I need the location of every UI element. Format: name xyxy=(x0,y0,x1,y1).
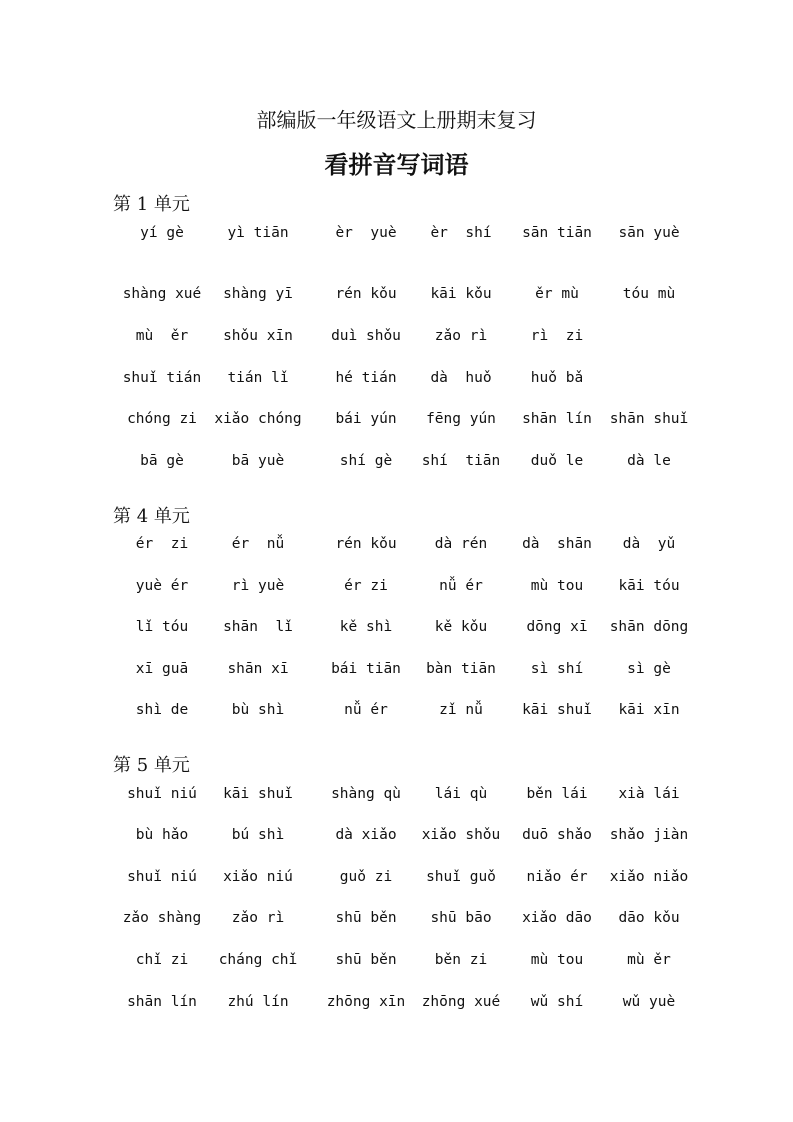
pinyin-word: shǎo jiàn xyxy=(609,827,689,843)
unit-heading: 第 1 单元 xyxy=(113,194,190,215)
pinyin-word: běn zi xyxy=(434,952,488,968)
pinyin-row xyxy=(0,702,793,722)
pinyin-word: zǎo rì xyxy=(231,910,285,926)
pinyin-row xyxy=(0,994,793,1014)
pinyin-word: sān yuè xyxy=(618,225,680,241)
pinyin-row xyxy=(0,536,793,556)
pinyin-word: èr yuè xyxy=(335,225,397,241)
pinyin-word: shàng yī xyxy=(223,286,293,302)
pinyin-word: kāi kǒu xyxy=(430,286,492,302)
pinyin-row xyxy=(0,370,793,390)
pinyin-word: shuǐ guǒ xyxy=(426,869,496,885)
pinyin-word: shān shuǐ xyxy=(609,411,689,427)
pinyin-word: sì gè xyxy=(627,661,671,677)
pinyin-word: xiǎo niǎo xyxy=(609,869,689,885)
pinyin-word: shì de xyxy=(135,702,189,718)
pinyin-word: kāi tóu xyxy=(618,578,680,594)
pinyin-word: shū běn xyxy=(335,910,397,926)
pinyin-word: dà yǔ xyxy=(622,536,676,552)
pinyin-word: nǚ ér xyxy=(439,578,483,594)
pinyin-row xyxy=(0,827,793,847)
pinyin-word: dōng xī xyxy=(526,619,588,635)
pinyin-word: yì tiān xyxy=(227,225,289,241)
pinyin-word: nǚ ér xyxy=(344,702,388,718)
pinyin-word: xī guā xyxy=(135,661,189,677)
pinyin-word: duō shǎo xyxy=(522,827,592,843)
pinyin-word: shū bāo xyxy=(430,910,492,926)
pinyin-word: bái tiān xyxy=(331,661,401,677)
unit-heading: 第 5 单元 xyxy=(113,755,190,776)
pinyin-word: huǒ bǎ xyxy=(530,370,584,386)
pinyin-word: duǒ le xyxy=(530,453,584,469)
pinyin-word: rì zi xyxy=(530,328,584,344)
pinyin-word: zhú lín xyxy=(227,994,289,1010)
pinyin-word: shǒu xīn xyxy=(223,328,293,344)
pinyin-word: yuè ér xyxy=(135,578,189,594)
pinyin-word: dà rén xyxy=(434,536,488,552)
pinyin-word: kāi xīn xyxy=(618,702,680,718)
pinyin-word: shàng xué xyxy=(122,286,202,302)
pinyin-word: shān lín xyxy=(522,411,592,427)
pinyin-word: zǐ nǚ xyxy=(439,702,483,718)
pinyin-word: rén kǒu xyxy=(335,286,397,302)
pinyin-word: ér zi xyxy=(135,536,189,552)
pinyin-word: kāi shuǐ xyxy=(223,786,293,802)
pinyin-word: shuǐ tián xyxy=(122,370,202,386)
pinyin-word: wǔ yuè xyxy=(622,994,676,1010)
pinyin-word: chǐ zi xyxy=(135,952,189,968)
pinyin-word: tián lǐ xyxy=(227,370,289,386)
pinyin-row xyxy=(0,869,793,889)
pinyin-word: ér zi xyxy=(344,578,388,594)
pinyin-word: guǒ zi xyxy=(339,869,393,885)
pinyin-word: shí tiān xyxy=(421,453,501,469)
pinyin-word: xiǎo niú xyxy=(223,869,293,885)
pinyin-word: fēng yún xyxy=(426,411,496,427)
pinyin-row xyxy=(0,910,793,930)
pinyin-word: shān lǐ xyxy=(223,619,293,635)
pinyin-word: wǔ shí xyxy=(530,994,584,1010)
pinyin-row xyxy=(0,578,793,598)
pinyin-word: lái qù xyxy=(434,786,488,802)
pinyin-row xyxy=(0,453,793,473)
pinyin-word: dà shān xyxy=(522,536,592,552)
pinyin-word: zǎo rì xyxy=(434,328,488,344)
pinyin-word: dà xiǎo xyxy=(335,827,397,843)
pinyin-word: sì shí xyxy=(530,661,584,677)
pinyin-word: xià lái xyxy=(618,786,680,802)
pinyin-word: zhōng xīn xyxy=(326,994,406,1010)
pinyin-word: kě shì xyxy=(339,619,393,635)
pinyin-word: bù shì xyxy=(231,702,285,718)
pinyin-word: xiǎo chóng xyxy=(214,411,302,427)
pinyin-word: yí gè xyxy=(140,225,184,241)
pinyin-word: shí gè xyxy=(339,453,393,469)
pinyin-word: niǎo ér xyxy=(526,869,588,885)
pinyin-word: sān tiān xyxy=(522,225,592,241)
pinyin-word: ér nǚ xyxy=(231,536,285,552)
pinyin-word: cháng chǐ xyxy=(218,952,298,968)
unit-heading: 第 4 单元 xyxy=(113,506,190,527)
pinyin-word: shuǐ niú xyxy=(127,786,197,802)
pinyin-word: rén kǒu xyxy=(335,536,397,552)
pinyin-word: shuǐ niú xyxy=(127,869,197,885)
pinyin-row xyxy=(0,619,793,639)
pinyin-word: hé tián xyxy=(335,370,397,386)
pinyin-word: běn lái xyxy=(526,786,588,802)
pinyin-row xyxy=(0,328,793,348)
pinyin-word: shān dōng xyxy=(609,619,689,635)
pinyin-word: bā gè xyxy=(140,453,184,469)
pinyin-word: shān lín xyxy=(127,994,197,1010)
pinyin-word: rì yuè xyxy=(231,578,285,594)
pinyin-word: chóng zi xyxy=(127,411,197,427)
pinyin-row xyxy=(0,411,793,431)
pinyin-row xyxy=(0,786,793,806)
pinyin-word: shàng qù xyxy=(331,786,401,802)
pinyin-word: zǎo shàng xyxy=(122,910,202,926)
pinyin-word: bàn tiān xyxy=(426,661,496,677)
pinyin-row xyxy=(0,286,793,306)
pinyin-word: bú shì xyxy=(231,827,285,843)
pinyin-word: duì shǒu xyxy=(331,328,401,344)
pinyin-row xyxy=(0,225,793,245)
pinyin-word: kě kǒu xyxy=(434,619,488,635)
pinyin-word: lǐ tóu xyxy=(135,619,189,635)
pinyin-word: bù hǎo xyxy=(135,827,189,843)
pinyin-word: bā yuè xyxy=(231,453,285,469)
pinyin-word: tóu mù xyxy=(622,286,676,302)
pinyin-word: ěr mù xyxy=(535,286,579,302)
pinyin-word: mù ěr xyxy=(135,328,189,344)
pinyin-word: mù ěr xyxy=(627,952,671,968)
pinyin-row xyxy=(0,952,793,972)
pinyin-word: xiǎo dāo xyxy=(522,910,592,926)
pinyin-row xyxy=(0,661,793,681)
pinyin-word: dà huǒ xyxy=(430,370,492,386)
pinyin-word: èr shí xyxy=(430,225,492,241)
pinyin-word: shān xī xyxy=(227,661,289,677)
pinyin-word: xiǎo shǒu xyxy=(421,827,501,843)
page-title: 部编版一年级语文上册期末复习 xyxy=(256,108,537,132)
pinyin-word: dāo kǒu xyxy=(618,910,680,926)
worksheet-subtitle: 看拼音写词语 xyxy=(324,151,469,179)
pinyin-word: mù tou xyxy=(530,578,584,594)
pinyin-word: zhōng xué xyxy=(421,994,501,1010)
pinyin-word: mù tou xyxy=(530,952,584,968)
pinyin-word: kāi shuǐ xyxy=(522,702,592,718)
pinyin-word: bái yún xyxy=(335,411,397,427)
pinyin-word: dà le xyxy=(627,453,671,469)
pinyin-word: shū běn xyxy=(335,952,397,968)
